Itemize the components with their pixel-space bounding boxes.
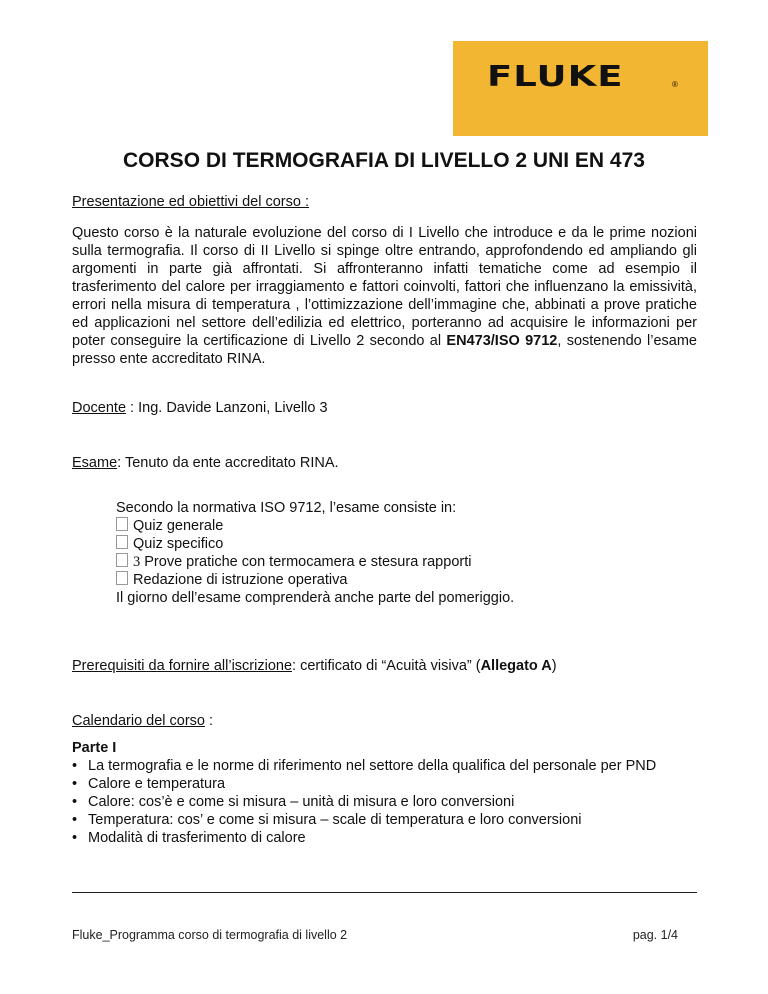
page-number: pag. 1/4	[632, 928, 678, 942]
presentation-heading: Presentazione ed obiettivi del corso :	[72, 194, 309, 210]
exam-details	[116, 499, 514, 607]
exam-item: Redazione di istruzione operativa	[116, 571, 514, 589]
fluke-logo	[453, 41, 708, 136]
norm-reference: EN473/ISO 9712	[446, 333, 558, 349]
footer-rule	[72, 892, 697, 893]
exam-intro: Secondo la normativa ISO 9712, l’esame consiste in:	[116, 500, 457, 516]
checkbox-glyph-icon	[116, 535, 128, 549]
docente-line: Docente : Ing. Davide Lanzoni, Livello 3	[72, 400, 328, 416]
list-item: • Calore e temperatura	[72, 775, 697, 793]
logo-wordmark: FLUKE	[487, 59, 624, 94]
list-item: • La termografia e le norme di riferimento nel settore della qualifica del personale per PND	[72, 757, 697, 775]
calendario-label: Calendario del corso	[72, 713, 205, 729]
allegato-a: Allegato A	[480, 658, 552, 674]
docente-value: Ing. Davide Lanzoni, Livello 3	[138, 400, 328, 416]
prerequisiti-line: Prerequisiti da fornire all’iscrizione: certificato di “Acuità visiva” (Allegato A)	[72, 658, 557, 674]
exam-closing: Il giorno dell’esame comprenderà anche parte del pomeriggio.	[116, 590, 515, 606]
parte-list	[72, 757, 697, 847]
checkbox-glyph-icon	[116, 553, 128, 567]
parte-heading: Parte I	[72, 740, 117, 756]
calendario-line: Calendario del corso :	[72, 713, 214, 729]
presentation-paragraph: Questo corso è la naturale evoluzione del corso di I Livello che introduce e da le prime nozioni sulla termografia. Il corso di II Livello si spinge oltre entrando, approfondendo ed ampliando gli argomenti in parte già affrontati. Si affronteranno infatti tematiche come ad esempio il trasferimento del calore per irraggiamento e fattori coinvolti, fattori che influenzano la emissività, errori nella misura di temperatura , l’ottimizzazione dell’immagine che, abbinati a prove pratiche ed applicazioni nel settore dell’edilizia ed elettrico, porteranno ad acquisire le informazioni per poter conseguire la certificazione di Livello 2 secondo al EN473/ISO 9712, sostenendo l’esame presso ente accreditato RINA.	[72, 225, 697, 367]
checkbox-glyph-icon	[116, 571, 128, 585]
esame-line: Esame: Tenuto da ente accreditato RINA.	[72, 455, 339, 471]
footer-filename: Fluke_Programma corso di termografia di livello 2	[72, 928, 348, 942]
list-item: • Temperatura: cos’ e come si misura – scale di temperatura e loro conversioni	[72, 811, 697, 829]
exam-item: 3 Prove pratiche con termocamera e stesura rapporti	[116, 553, 514, 571]
document-title: CORSO DI TERMOGRAFIA DI LIVELLO 2 UNI EN 473	[123, 149, 645, 172]
exam-item: Quiz generale	[116, 517, 514, 535]
exam-item: Quiz specifico	[116, 535, 514, 553]
esame-label: Esame	[72, 455, 118, 471]
esame-value: Tenuto da ente accreditato RINA.	[124, 455, 339, 471]
checkbox-glyph-icon	[116, 517, 128, 531]
docente-label: Docente	[72, 400, 127, 416]
registered-mark: ®	[672, 80, 678, 89]
list-item: • Calore: cos’è e come si misura – unità di misura e loro conversioni	[72, 793, 697, 811]
list-item: • Modalità di trasferimento di calore	[72, 829, 697, 847]
prerequisiti-label: Prerequisiti da fornire all’iscrizione	[72, 658, 293, 674]
